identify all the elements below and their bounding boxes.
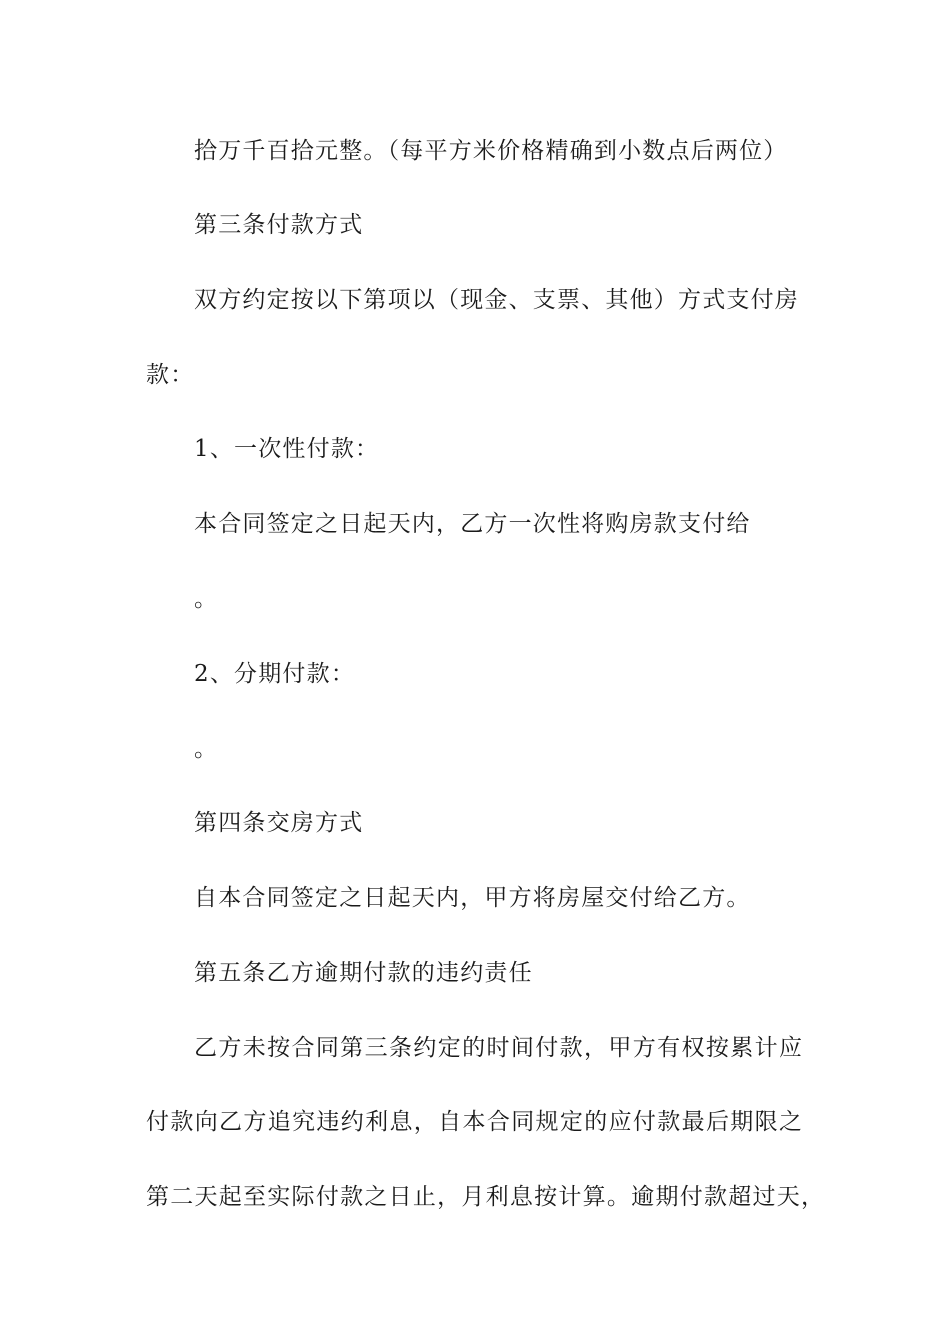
list-item-lump-sum: 1、一次性付款：	[194, 436, 380, 462]
paragraph-line-delivery: 自本合同签定之日起天内，甲方将房屋交付给乙方。	[194, 885, 751, 911]
section-heading-article-3: 第三条付款方式	[194, 212, 364, 238]
paragraph-line-payment-method: 双方约定按以下第项以（现金、支票、其他）方式支付房	[194, 287, 799, 313]
paragraph-line-period-1: 。	[194, 586, 219, 612]
paragraph-line-breach-2: 付款向乙方追究违约利息，自本合同规定的应付款最后期限之	[146, 1109, 802, 1135]
paragraph-line-period-2: 。	[194, 736, 219, 762]
section-heading-article-4: 第四条交房方式	[194, 810, 364, 836]
paragraph-line-payment-method-cont: 款：	[146, 362, 195, 388]
list-item-installment: 2、分期付款：	[194, 661, 356, 687]
paragraph-line-breach-1: 乙方未按合同第三条约定的时间付款，甲方有权按累计应	[194, 1035, 802, 1061]
paragraph-line-lump-sum-detail: 本合同签定之日起天内，乙方一次性将购房款支付给	[194, 511, 751, 537]
paragraph-line-price-note: 拾万千百拾元整。（每平方米价格精确到小数点后两位）	[194, 138, 788, 164]
section-heading-article-5: 第五条乙方逾期付款的违约责任	[194, 960, 533, 986]
paragraph-line-breach-3: 第二天起至实际付款之日止，月利息按计算。逾期付款超过天，	[146, 1184, 824, 1210]
